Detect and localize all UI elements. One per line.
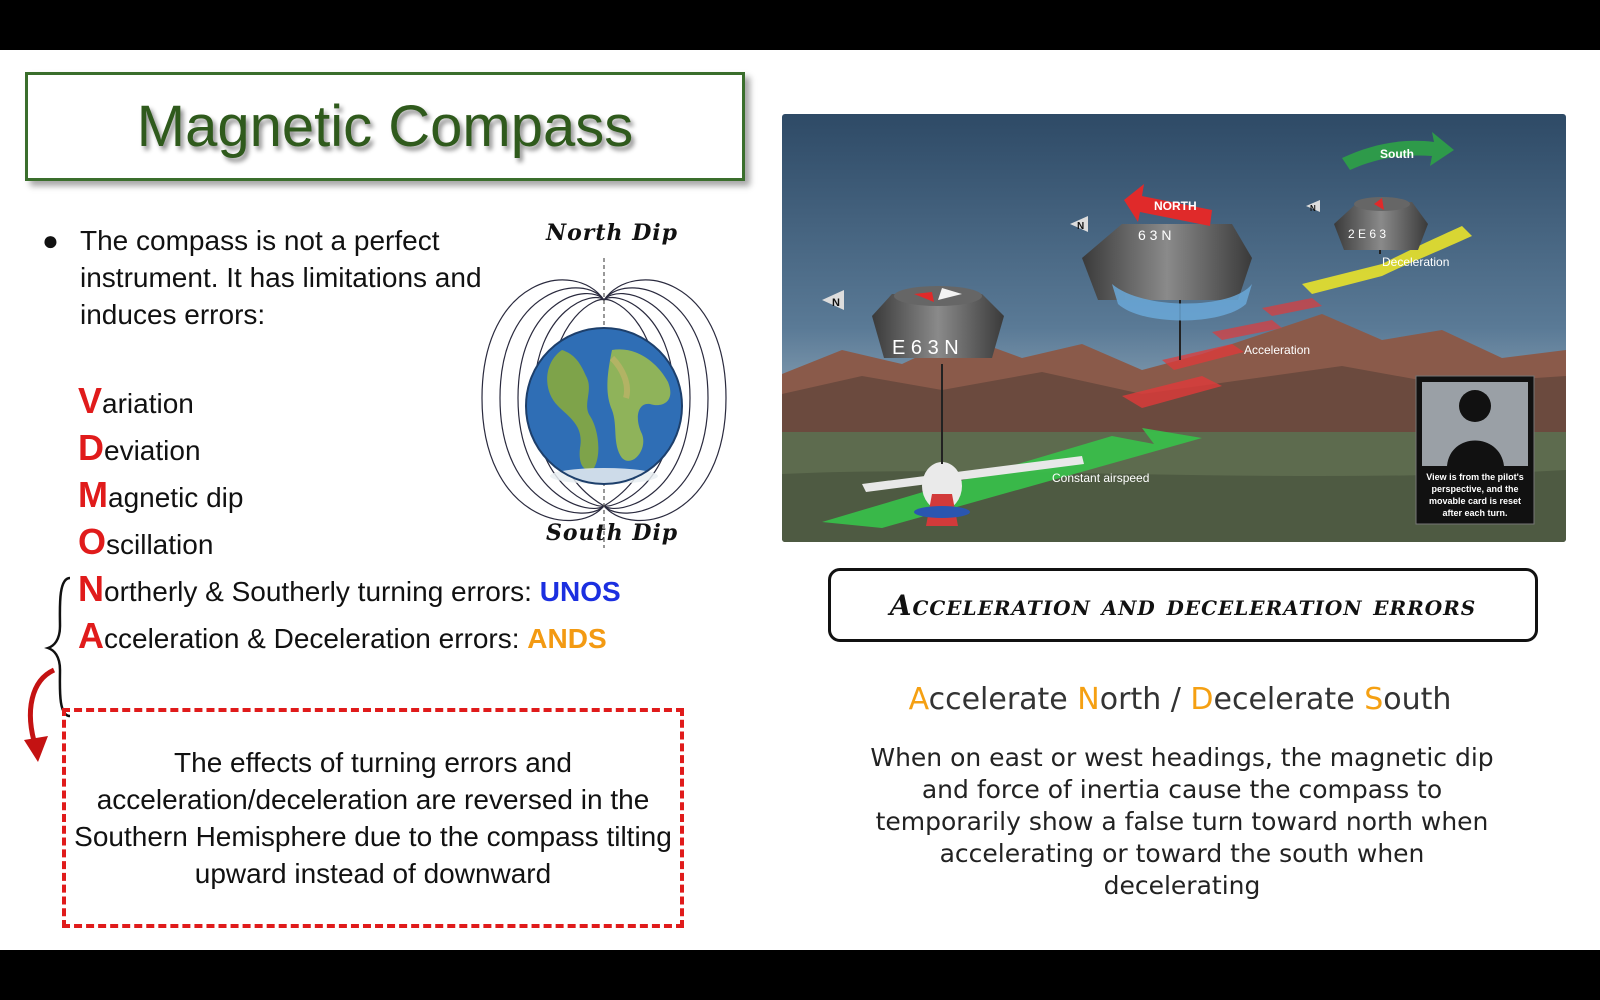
north-arrow-label: NORTH — [1154, 199, 1197, 213]
ands-rest: ccelerate — [928, 682, 1078, 717]
intro-bullet — [42, 222, 502, 333]
slide — [0, 50, 1600, 950]
ands-mnemonic-line — [820, 682, 1540, 717]
inset-caption-line-3: movable card is reset — [1428, 496, 1522, 506]
mnemonic-magnetic-dip — [78, 474, 243, 516]
inset-caption-line-4: after each turn. — [1442, 508, 1508, 518]
mnemonic-rest: ortherly & Southerly turning errors: — [104, 576, 540, 607]
acceleration-error-illustration — [782, 114, 1566, 542]
title-box — [25, 72, 745, 181]
mnemonic-deviation — [78, 427, 201, 469]
ands-rest: outh — [1383, 682, 1452, 717]
mnemonic-rest: eviation — [104, 435, 201, 466]
earth-field-diagram — [462, 258, 746, 548]
mnemonic-cap: V — [78, 380, 103, 421]
north-dip-label: North Dip — [546, 220, 679, 246]
illustration-svg — [782, 114, 1566, 542]
south-dip-label: South Dip — [546, 520, 679, 546]
compass-card-mid: 6 3 N — [1138, 227, 1172, 243]
mnemonic-acceleration-errors — [78, 615, 607, 657]
page-title: Magnetic Compass — [136, 94, 634, 159]
n-marker-left: N — [832, 297, 840, 309]
field-lines-illustration — [462, 258, 746, 548]
mnemonic-cap: M — [78, 474, 108, 515]
inset-caption-line-2: perspective, and the — [1431, 484, 1519, 494]
explanation-text: When on east or west headings, the magnetic dip and force of inertia cause the compass to temporarily show a false turn toward north when accelerating or toward the south when decelerating — [870, 743, 1494, 900]
compass-card-small: 2 E 6 3 — [1348, 227, 1387, 241]
ands-tag: ANDS — [527, 623, 607, 654]
mnemonic-rest: ariation — [102, 388, 194, 419]
ands-letter: S — [1364, 682, 1384, 717]
mnemonic-cap: A — [78, 615, 104, 656]
mnemonic-rest: agnetic dip — [108, 482, 244, 513]
mnemonic-cap: O — [78, 521, 107, 562]
southern-hemisphere-note — [62, 708, 684, 928]
southern-note-text: The effects of turning errors and acceleration/deceleration are reversed in the Southern Hemisphere due to the compass tilting upward instead of downward — [74, 747, 672, 889]
mnemonic-variation — [78, 380, 194, 422]
unos-tag: UNOS — [539, 576, 621, 607]
ands-rest: ecelerate — [1213, 682, 1365, 717]
intro-text: The compass is not a perfect instrument. It has limitations and induces errors: — [80, 225, 482, 330]
mnemonic-rest: scillation — [106, 529, 214, 560]
ands-letter: D — [1190, 682, 1214, 717]
bullet-dot-icon: ● — [42, 225, 59, 256]
constant-airspeed-label: Constant airspeed — [1052, 471, 1150, 485]
ands-letter: N — [1077, 682, 1100, 717]
errors-title-box — [828, 568, 1538, 642]
deceleration-label: Deceleration — [1382, 255, 1450, 269]
south-arrow-label: South — [1380, 147, 1414, 161]
n-marker-mid: N — [1077, 221, 1085, 232]
mnemonic-rest: cceleration & Deceleration errors: — [104, 623, 528, 654]
errors-title: Acceleration and deceleration errors — [889, 588, 1477, 622]
mnemonic-oscillation — [78, 521, 213, 563]
mnemonic-cap: D — [78, 427, 104, 468]
inset-caption-line-1: View is from the pilot's — [1426, 472, 1524, 482]
mnemonic-cap: N — [78, 568, 104, 609]
ands-letter: A — [908, 682, 929, 717]
compass-card-big: E 6 3 N — [892, 337, 959, 359]
acceleration-label: Acceleration — [1244, 343, 1311, 357]
ands-rest: orth / — [1099, 682, 1191, 717]
mnemonic-turning-errors — [78, 568, 621, 610]
n-marker-right: N — [1310, 204, 1316, 213]
